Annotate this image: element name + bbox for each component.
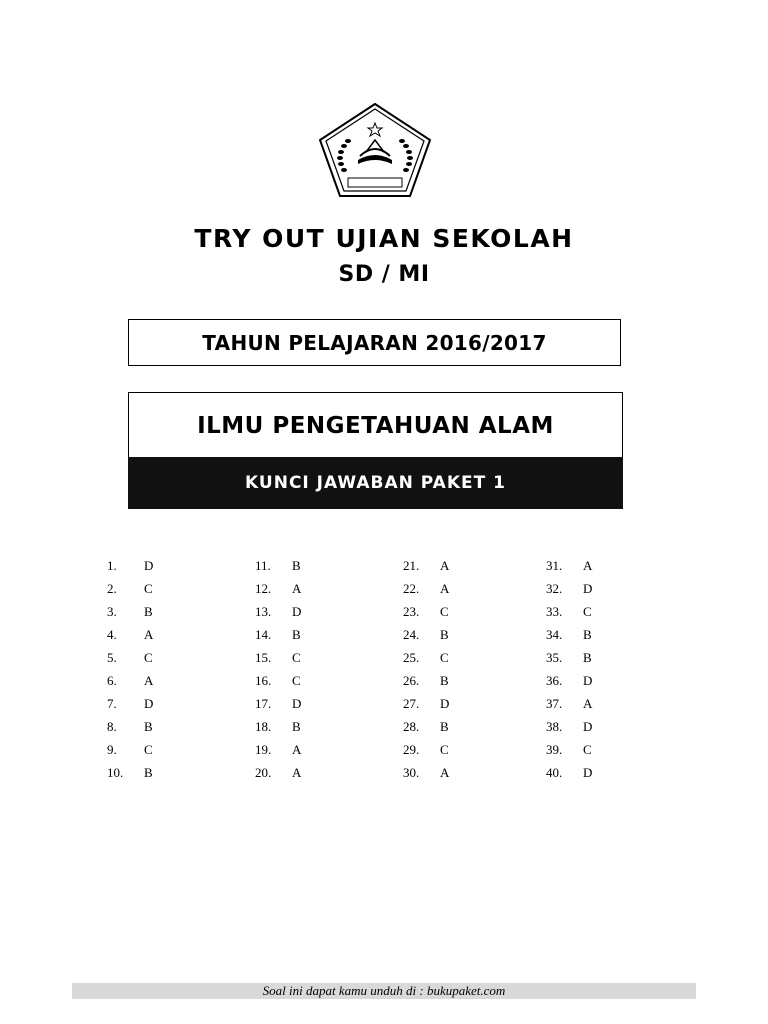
answer-letter: A [440,558,450,573]
answer-row [107,648,187,671]
answer-row [546,556,626,579]
question-number: 30. [403,765,420,780]
question-number: 25. [403,650,420,665]
answer-column-4 [546,556,626,786]
answer-letter: C [144,650,153,665]
question-number: 17. [255,696,272,711]
answer-letter: D [583,581,593,596]
question-number: 2. [107,581,117,596]
answer-row [546,579,626,602]
answer-letter: A [583,558,593,573]
answer-row [546,625,626,648]
answer-letter: B [144,765,153,780]
answer-letter: C [440,650,449,665]
answer-row [546,717,626,740]
answer-letter: A [292,581,302,596]
ministry-emblem-icon [318,102,432,198]
answer-letter: C [440,742,449,757]
answer-letter: C [144,742,153,757]
answer-letter: B [144,604,153,619]
answer-row [403,579,483,602]
answer-letter: C [292,650,301,665]
question-number: 8. [107,719,117,734]
question-number: 39. [546,742,563,757]
question-number: 14. [255,627,272,642]
question-number: 11. [255,558,271,573]
answer-letter: D [144,696,154,711]
answer-row [255,694,335,717]
question-number: 28. [403,719,420,734]
question-number: 13. [255,604,272,619]
question-number: 3. [107,604,117,619]
answer-letter: B [292,627,301,642]
answer-letter: B [583,650,592,665]
answer-letter: D [292,696,302,711]
answer-column-2 [255,556,335,786]
answer-letter: A [292,765,302,780]
answer-row [546,740,626,763]
answer-letter: C [583,742,592,757]
question-number: 34. [546,627,563,642]
exam-title: TRY OUT UJIAN SEKOLAH [194,224,574,253]
question-number: 1. [107,558,117,573]
answer-row [107,579,187,602]
answer-row [403,556,483,579]
answer-row [255,740,335,763]
academic-year-label: TAHUN PELAJARAN 2016/2017 [202,330,547,355]
answer-letter: B [144,719,153,734]
answer-letter: D [440,696,450,711]
question-number: 18. [255,719,272,734]
answer-letter: C [292,673,301,688]
answer-row [107,717,187,740]
answer-row [403,694,483,717]
answer-row [107,763,187,786]
answer-letter: D [583,719,593,734]
question-number: 20. [255,765,272,780]
answer-key-label: KUNCI JAWABAN PAKET 1 [245,473,506,493]
answer-letter: A [583,696,593,711]
question-number: 10. [107,765,124,780]
question-number: 29. [403,742,420,757]
answer-row [403,740,483,763]
answer-letter: D [583,765,593,780]
academic-year-box [128,319,621,366]
answer-row [107,602,187,625]
answer-row [107,740,187,763]
question-number: 38. [546,719,563,734]
answer-column-3 [403,556,483,786]
answer-row [403,648,483,671]
question-number: 12. [255,581,272,596]
answer-row [255,556,335,579]
answer-row [107,556,187,579]
answer-letter: C [440,604,449,619]
answer-row [403,717,483,740]
subject-box [128,392,623,509]
question-number: 9. [107,742,117,757]
answer-row [107,694,187,717]
answer-letter: B [440,719,449,734]
answer-letter: C [583,604,592,619]
answer-key-band [128,457,623,509]
answer-row [255,625,335,648]
answer-row [403,625,483,648]
question-number: 22. [403,581,420,596]
answer-letter: B [292,558,301,573]
answer-letter: A [144,673,154,688]
answer-letter: B [440,673,449,688]
answer-row [403,671,483,694]
school-level: SD / MI [338,262,430,287]
answer-row [546,694,626,717]
question-number: 33. [546,604,563,619]
answer-letter: D [292,604,302,619]
download-footer: Soal ini dapat kamu unduh di : bukupaket.com [72,983,696,999]
question-number: 5. [107,650,117,665]
answer-row [255,717,335,740]
question-number: 36. [546,673,563,688]
answer-row [255,648,335,671]
question-number: 35. [546,650,563,665]
answer-row [255,763,335,786]
question-number: 6. [107,673,117,688]
answer-row [255,579,335,602]
question-number: 26. [403,673,420,688]
answer-column-1 [107,556,187,786]
question-number: 21. [403,558,420,573]
question-number: 7. [107,696,117,711]
answer-letter: C [144,581,153,596]
answer-row [255,671,335,694]
question-number: 16. [255,673,272,688]
question-number: 32. [546,581,563,596]
answer-row [255,602,335,625]
answer-letter: B [440,627,449,642]
answer-row [546,648,626,671]
answer-letter: A [440,581,450,596]
question-number: 4. [107,627,117,642]
question-number: 31. [546,558,563,573]
question-number: 15. [255,650,272,665]
answer-row [546,671,626,694]
question-number: 24. [403,627,420,642]
answer-letter: A [440,765,450,780]
question-number: 19. [255,742,272,757]
question-number: 37. [546,696,563,711]
answer-key-grid [0,556,768,796]
question-number: 27. [403,696,420,711]
answer-row [107,671,187,694]
answer-row [403,763,483,786]
question-number: 40. [546,765,563,780]
answer-row [107,625,187,648]
answer-letter: D [144,558,154,573]
answer-row [403,602,483,625]
answer-row [546,602,626,625]
answer-letter: A [144,627,154,642]
subject-title: ILMU PENGETAHUAN ALAM [197,412,554,439]
answer-row [546,763,626,786]
answer-letter: B [292,719,301,734]
question-number: 23. [403,604,420,619]
answer-letter: D [583,673,593,688]
answer-letter: A [292,742,302,757]
answer-letter: B [583,627,592,642]
